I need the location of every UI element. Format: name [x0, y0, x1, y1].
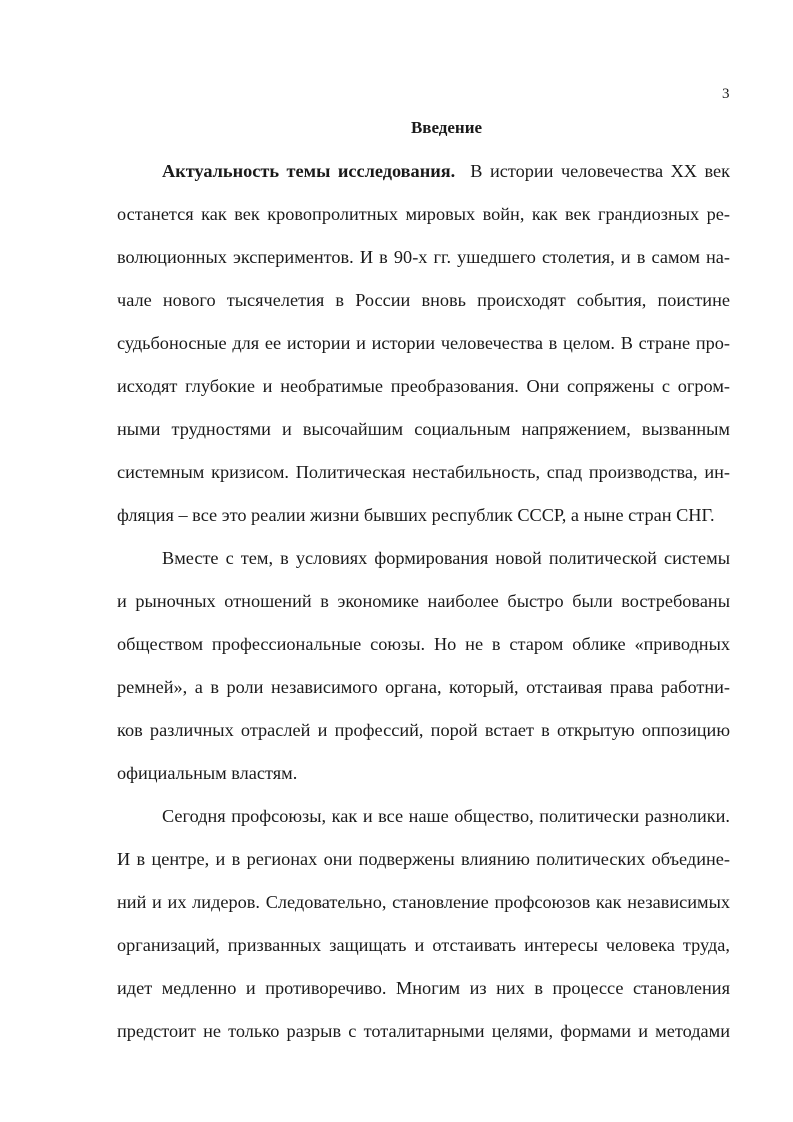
text-line-content: В истории человечества XX век: [470, 161, 731, 181]
text-line: фляция – все это реалии жизни бывших республик СССР, а ныне стран СНГ.: [117, 505, 715, 525]
text-line: чале нового тысячелетия в России вновь происходят события, поистине: [117, 290, 730, 310]
text-line: идет медленно и противоречиво. Многим из них в процессе становления: [117, 978, 730, 998]
text-line: И в центре, и в регионах они подвержены влиянию политических объедине-: [117, 849, 730, 869]
bold-lead: Актуальность темы исследования.: [162, 161, 456, 181]
text-line: системным кризисом. Политическая нестабильность, спад производства, ин-: [117, 462, 730, 482]
text-line: ков различных отраслей и профессий, порой встает в открытую оппозицию: [117, 720, 730, 740]
text-line: исходят глубокие и необратимые преобразования. Они сопряжены с огром-: [117, 376, 730, 396]
text-line: организаций, призванных защищать и отстаивать интересы человека труда,: [117, 935, 730, 955]
text-line: Сегодня профсоюзы, как и все наше общество, политически разнолики.: [162, 806, 730, 826]
text-line: ний и их лидеров. Следовательно, становление профсоюзов как независимых: [117, 892, 730, 912]
text-line: обществом профессиональные союзы. Но не в старом облике «приводных: [117, 634, 730, 654]
text-line: останется как век кровопролитных мировых войн, как век грандиозных ре-: [117, 204, 730, 224]
text-line: Вместе с тем, в условиях формирования новой политической системы: [162, 548, 730, 568]
section-heading: Введение: [410, 118, 483, 137]
text-line: ремней», а в роли независимого органа, который, отстаивая права работни-: [117, 677, 730, 697]
text-line: ными трудностями и высочайшим социальным напряжением, вызванным: [117, 419, 730, 439]
text-line: и рыночных отношений в экономике наиболее быстро были востребованы: [117, 591, 730, 611]
text-line: предстоит не только разрыв с тоталитарными целями, формами и методами: [117, 1021, 730, 1041]
text-line: официальным властям.: [117, 763, 298, 783]
text-line: волюционных экспериментов. И в 90-х гг. ушедшего столетия, и в самом на-: [117, 247, 730, 267]
text-line: судьбоносные для ее истории и истории человечества в целом. В стране про-: [117, 333, 730, 353]
page-number: 3: [722, 86, 730, 102]
text-line: [162, 160, 730, 182]
